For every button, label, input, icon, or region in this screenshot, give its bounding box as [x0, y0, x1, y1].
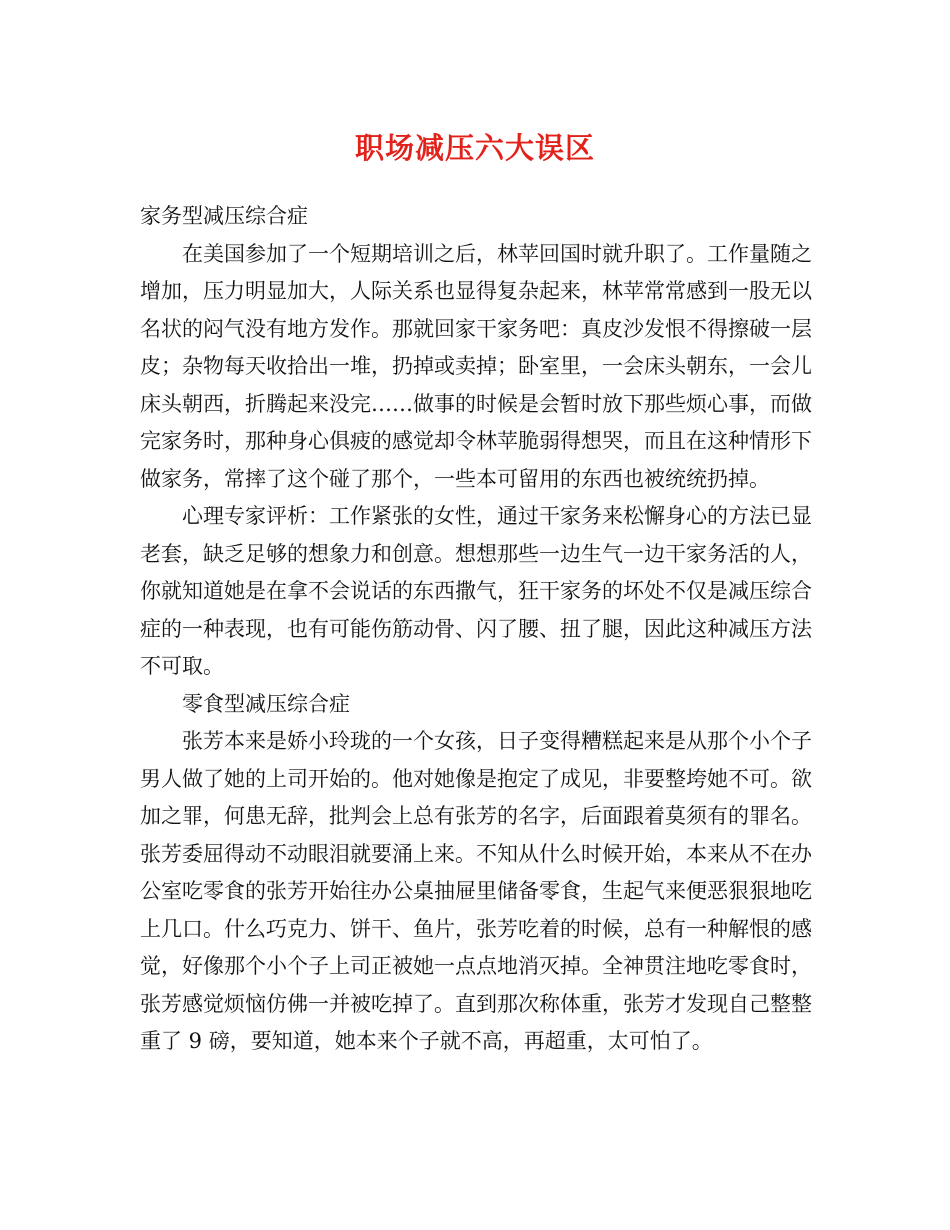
paragraph-housework-expert: 心理专家评析：工作紧张的女性，通过干家务来松懈身心的方法已显老套，缺乏足够的想象力和创意。想想那些一边生气一边干家务活的人，你就知道她是在拿不会说话的东西撒气，狂干家务的坏处不仅是减压综合症的一种表现，也有可能伤筋动骨、闪了腰、扭了腿，因此这种减压方法不可取。	[140, 504, 812, 678]
section-heading-snacks: 零食型减压综合症	[182, 691, 350, 716]
paragraph-snacks-story: 张芳本来是娇小玲珑的一个女孩，日子变得糟糕起来是从那个小个子男人做了她的上司开始的。他对她像是抱定了成见，非要整垮她不可。欲加之罪，何患无辞，批判会上总有张芳的名字，后面跟着莫须有的罪名。张芳委屈得动不动眼泪就要涌上来。不知从什么时候开始，本来从不在办公室吃零食的张芳开始往办公桌抽屉里储备零食，生起气来便恶狠狠地吃上几口。什么巧克力、饼干、鱼片，张芳吃着的时候，总有一种解恨的感觉，好像那个小个子上司正被她一点点地消灭掉。全神贯注地吃零食时，张芳感觉烦恼仿佛一并被吃掉了。直到那次称体重，张芳才发现自己整整重了 9 磅，要知道，她本来个子就不高，再超重，太可怕了。	[140, 729, 812, 1053]
paragraph-housework-story: 在美国参加了一个短期培训之后，林苹回国时就升职了。工作量随之增加，压力明显加大，人际关系也显得复杂起来，林苹常常感到一股无以名状的闷气没有地方发作。那就回家干家务吧：真皮沙发恨不得擦破一层皮；杂物每天收拾出一堆，扔掉或卖掉；卧室里，一会床头朝东，一会儿床头朝西，折腾起来没完……做事的时候是会暂时放下那些烦心事，而做完家务时，那种身心俱疲的感觉却令林苹脆弱得想哭，而且在这种情形下做家务，常摔了这个碰了那个，一些本可留用的东西也被统统扔掉。	[140, 241, 812, 491]
section-heading-housework: 家务型减压综合症	[140, 204, 308, 228]
page-title: 职场减压六大误区	[354, 131, 595, 165]
document-body	[140, 198, 812, 1061]
